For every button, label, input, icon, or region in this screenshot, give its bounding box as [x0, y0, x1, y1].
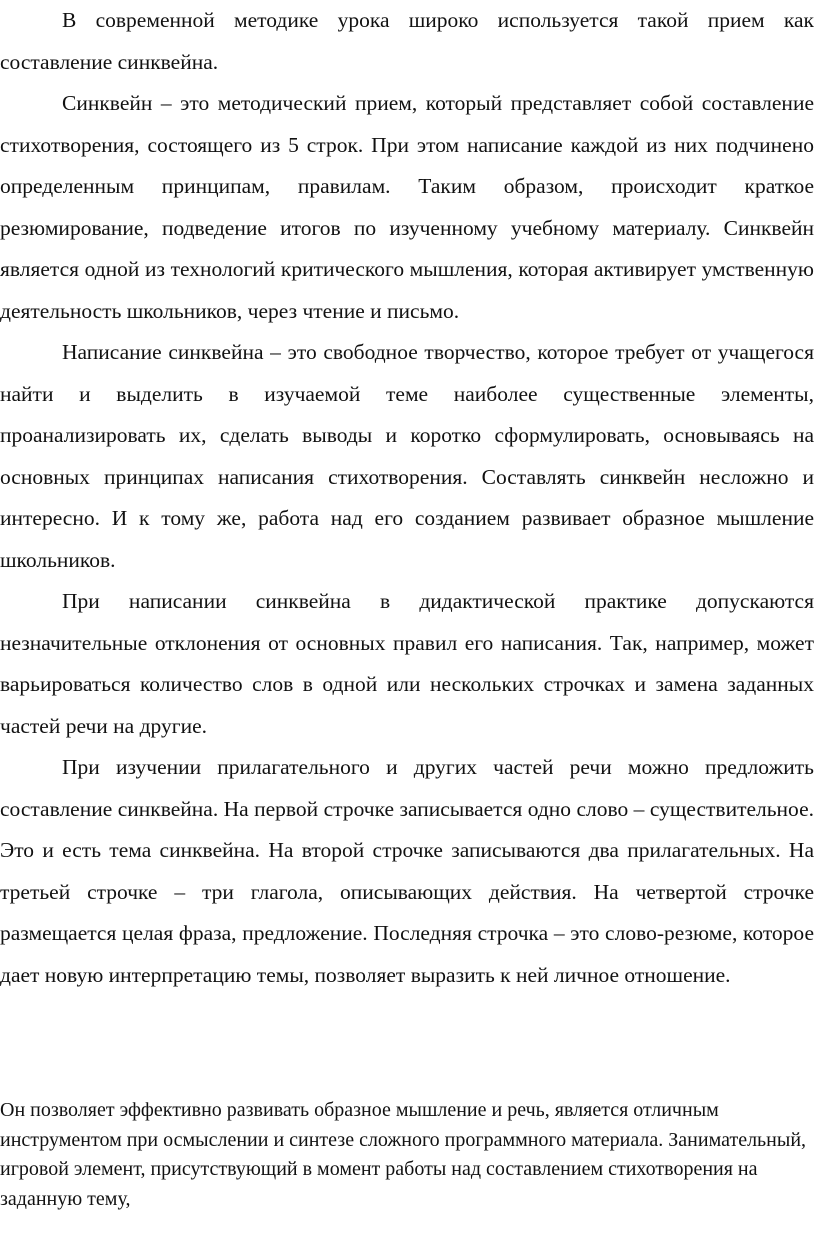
paragraph-intro: В современной методике урока широко используется такой прием как составление синквейна.	[0, 8, 814, 74]
paragraph-structure: При изучении прилагательного и других частей речи можно предложить составление синквейна. На первой строчке записывается одно слово – существительное. Это и есть тема синквейна. На второй строчке записываются два прилагательных. На третьей строчке – три глагола, описывающих действия. На четвертой строчке размещается целая фраза, предложение. Последняя строчка – это слово-резюме, которое дает новую интерпретацию темы, позволяет выразить к ней личное отношение.	[0, 755, 814, 987]
paragraph-definition: Синквейн – это методический прием, который представляет собой составление стихотворения, состоящего из 5 строк. При этом написание каждой из них подчинено определенным принципам, правилам. Таким образом, происходит краткое резюмирование, подведение итогов по изученному учебному материалу. Синквейн является одной из технологий критического мышления, которая активирует умственную деятельность школьников, через чтение и письмо.	[0, 91, 814, 323]
paragraph-creativity: Написание синквейна – это свободное творчество, которое требует от учащегося найти и выделить в изучаемой теме наиболее существенные элементы, проанализировать их, сделать выводы и коротко сформулировать, основываясь на основных принципах написания стихотворения. Составлять синквейн несложно и интересно. И к тому же, работа над его созданием развивает образное мышление школьников.	[0, 340, 814, 572]
paragraph-deviations: При написании синквейна в дидактической практике допускаются незначительные отклонения от основных правил его написания. Так, например, может варьироваться количество слов в одной или нескольких строчках и замена заданных частей речи на другие.	[0, 589, 814, 738]
paragraph-closing: Он позволяет эффективно развивать образное мышление и речь, является отличным инструментом при осмыслении и синтезе сложного программного материала. Занимательный, игровой элемент, присутствующий в момент работы над составлением стихотворения на заданную тему,	[0, 1099, 807, 1210]
